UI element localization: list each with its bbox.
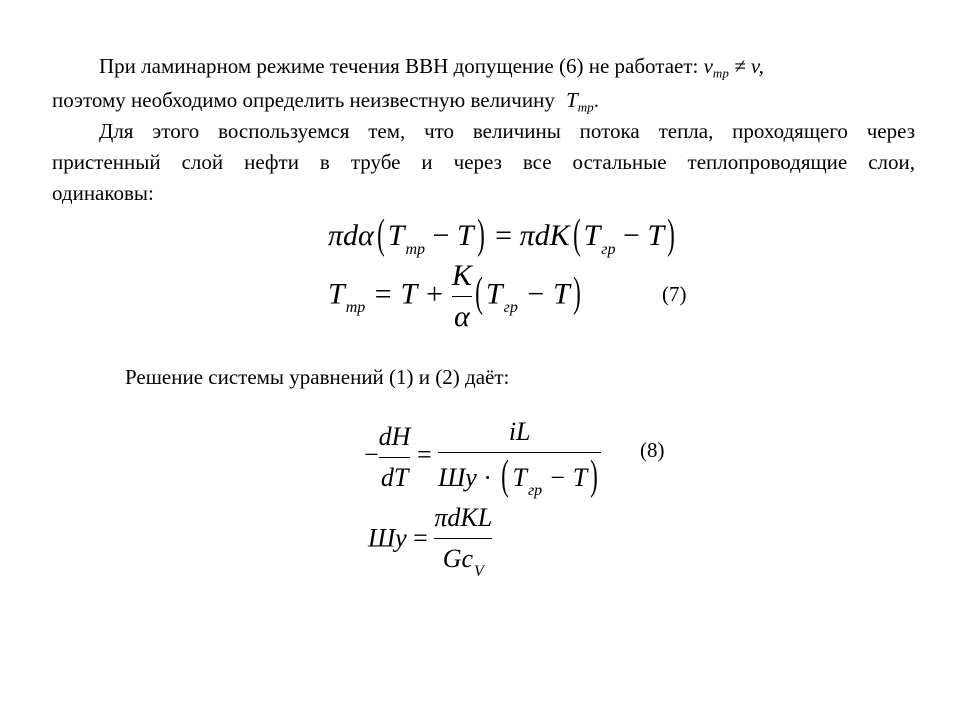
fraction-bar	[438, 452, 601, 453]
subscript-tr: тр	[712, 65, 729, 81]
formula-term: T	[387, 219, 405, 252]
equation-heat-balance	[328, 208, 678, 256]
formula-operator: −	[364, 439, 379, 469]
fraction-numerator: iL	[508, 417, 531, 446]
equation-number-7: (7)	[662, 282, 687, 306]
formula-term: Gc	[442, 544, 474, 573]
formula-operator: ·	[476, 463, 499, 492]
text-span: пристенный слой нефти в трубе и через все остальные теплопроводящие слои,	[52, 150, 915, 174]
paragraph-line	[52, 178, 915, 209]
formula-term: πdα	[328, 219, 374, 252]
formula-term: πdK	[519, 219, 570, 252]
formula-operator: −	[425, 219, 457, 252]
formula-operator: =	[416, 439, 432, 469]
formula-operator: =	[487, 219, 520, 252]
fraction-numerator: dH	[378, 421, 411, 451]
paren-open: (	[376, 212, 385, 258]
equation-7	[328, 258, 584, 335]
paragraph-line	[52, 51, 915, 82]
symbol-T: T	[566, 88, 578, 112]
fraction-bar	[434, 538, 492, 539]
text-span: Для этого воспользуемся тем, что величины потока тепла, проходящего через	[99, 119, 915, 143]
subscript-V: V	[474, 563, 484, 580]
paren-close: )	[476, 212, 485, 258]
fraction-denominator: α	[454, 300, 470, 333]
subscript-tr: тр	[345, 299, 366, 317]
formula-term: − T	[542, 463, 588, 492]
fraction-dH-dT	[379, 419, 411, 496]
paragraph-laminar-regime	[52, 51, 915, 116]
text-span: При ламинарном режиме течения ВВН допущение (6) не работает:	[99, 54, 704, 78]
text-span: одинаковы:	[52, 181, 154, 205]
paren-open: (	[475, 270, 483, 317]
symbol-sh: Шу	[368, 523, 407, 553]
fraction-iL	[438, 414, 601, 500]
paragraph-heat-flow	[52, 116, 915, 209]
fraction-numerator: πdKL	[434, 503, 493, 532]
formula-operator: =	[406, 523, 435, 553]
equation-shukhov-number	[368, 500, 492, 581]
symbol-neq: ≠	[728, 54, 751, 78]
paren-close: )	[667, 212, 676, 258]
paragraph-line	[52, 116, 915, 147]
fraction-denominator	[438, 455, 601, 500]
text-span: .	[593, 88, 599, 112]
formula-term: T	[512, 463, 527, 492]
paren-open: (	[572, 212, 581, 258]
formula-term: T	[328, 277, 345, 311]
fraction-K-alpha	[452, 258, 472, 335]
formula-term: T	[647, 219, 665, 252]
text-span: Решение системы уравнений (1) и (2) даёт:	[125, 365, 510, 389]
fraction-numerator: K	[451, 259, 472, 292]
subscript-gr: гр	[601, 241, 616, 258]
fraction-pidkl	[434, 500, 492, 581]
equation-8	[364, 414, 601, 500]
fraction-bar	[452, 296, 472, 297]
formula-term: T	[583, 219, 601, 252]
paren-close: )	[572, 270, 581, 317]
subscript-tr: тр	[405, 241, 426, 258]
subscript-gr: гр	[527, 482, 543, 499]
subscript-tr: тр	[577, 99, 594, 115]
subscript-gr: гр	[503, 299, 518, 317]
paragraph-line	[52, 85, 915, 116]
symbol-sh: Шу	[438, 463, 477, 492]
paragraph-solution	[125, 362, 825, 393]
paren-close: )	[590, 453, 599, 499]
text-span: поэтому необходимо определить неизвестную величину	[52, 88, 561, 112]
formula-term: T	[456, 219, 474, 252]
formula-term: = T +	[365, 277, 452, 311]
fraction-denominator: dT	[380, 462, 409, 492]
fraction-bar	[379, 457, 411, 458]
formula-term: − T	[517, 277, 570, 311]
formula-term: T	[485, 277, 503, 311]
formula-operator: −	[615, 219, 648, 252]
fraction-denominator	[434, 541, 492, 581]
symbol-v: v,	[750, 54, 764, 78]
equation-number-8: (8)	[640, 438, 665, 462]
paren-open: (	[501, 453, 510, 499]
paragraph-line	[52, 147, 915, 178]
symbol-v: v	[703, 54, 713, 78]
